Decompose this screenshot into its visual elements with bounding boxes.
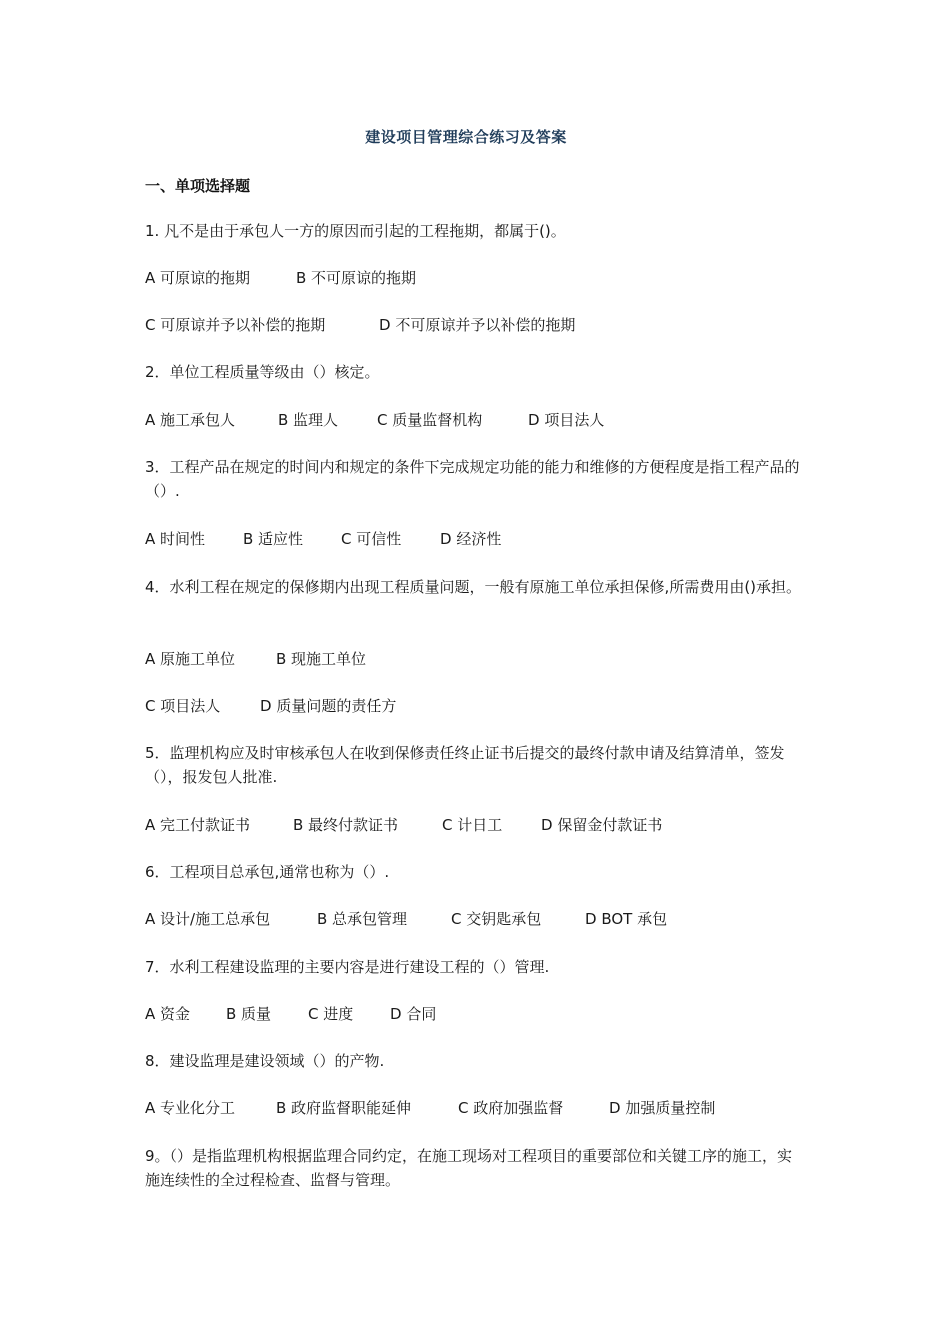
option: B 不可原谅的拖期 [296,269,417,287]
option: D 保留金付款证书 [541,816,663,834]
section-heading: 一、单项选择题 [145,177,251,195]
option-row [145,907,667,931]
question-stem: 7．水利工程建设监理的主要内容是进行建设工程的（）管理. [145,958,550,976]
option: D 合同 [390,1005,437,1023]
option: B 监理人 [278,411,339,429]
question-stem: 1. 凡不是由于承包人一方的原因而引起的工程拖期，都属于()。 [145,222,566,240]
option-row [145,813,662,837]
question-stem: 9。（）是指监理机构根据监理合同约定，在施工现场对工程项目的重要部位和关键工序的施工，实施连续性的全过程检查、监督与管理。 [145,1147,793,1189]
question-stem: 6．工程项目总承包,通常也称为（）. [145,863,390,881]
option-row [145,694,396,718]
option: A 设计/施工总承包 [145,910,271,928]
option: D 经济性 [440,530,502,548]
option: D 加强质量控制 [609,1099,716,1117]
option: A 可原谅的拖期 [145,269,251,287]
option: C 可原谅并予以补偿的拖期 [145,316,326,334]
option-row [145,1096,715,1120]
document-title: 建设项目管理综合练习及答案 [365,128,567,146]
option: D BOT 承包 [585,910,668,928]
option: A 施工承包人 [145,411,236,429]
option: B 适应性 [243,530,304,548]
option-row [145,408,604,432]
question-stem: 8．建设监理是建设领域（）的产物. [145,1052,385,1070]
option: D 不可原谅并予以补偿的拖期 [379,316,576,334]
option: C 质量监督机构 [377,411,483,429]
option: A 资金 [145,1005,191,1023]
option: B 政府监督职能延伸 [276,1099,412,1117]
option: A 时间性 [145,530,206,548]
option: C 交钥匙承包 [451,910,542,928]
question-stem: 2．单位工程质量等级由（）核定。 [145,363,380,381]
option: A 原施工单位 [145,650,236,668]
option: C 政府加强监督 [458,1099,564,1117]
question-stem: 4．水利工程在规定的保修期内出现工程质量问题，一般有原施工单位承担保修,所需费用由()承担。 [145,578,802,596]
question-stem: 5．监理机构应及时审核承包人在收到保修责任终止证书后提交的最终付款申请及结算清单，签发（），报发包人批准. [145,744,785,786]
option: A 专业化分工 [145,1099,236,1117]
option: B 现施工单位 [276,650,367,668]
option: B 总承包管理 [317,910,408,928]
option: C 可信性 [341,530,402,548]
question-stem: 3．工程产品在规定的时间内和规定的条件下完成规定功能的能力和维修的方便程度是指工程产品的（）. [145,458,800,500]
option: A 完工付款证书 [145,816,251,834]
option: B 最终付款证书 [293,816,399,834]
option: C 进度 [308,1005,354,1023]
option-row [145,266,416,290]
option-row [145,313,575,337]
option-row [145,527,501,551]
option: D 质量问题的责任方 [260,697,397,715]
option-row [145,1002,436,1026]
option: D 项目法人 [528,411,605,429]
option: B 质量 [226,1005,272,1023]
option: C 计日工 [442,816,503,834]
option: C 项目法人 [145,697,221,715]
option-row [145,647,366,671]
